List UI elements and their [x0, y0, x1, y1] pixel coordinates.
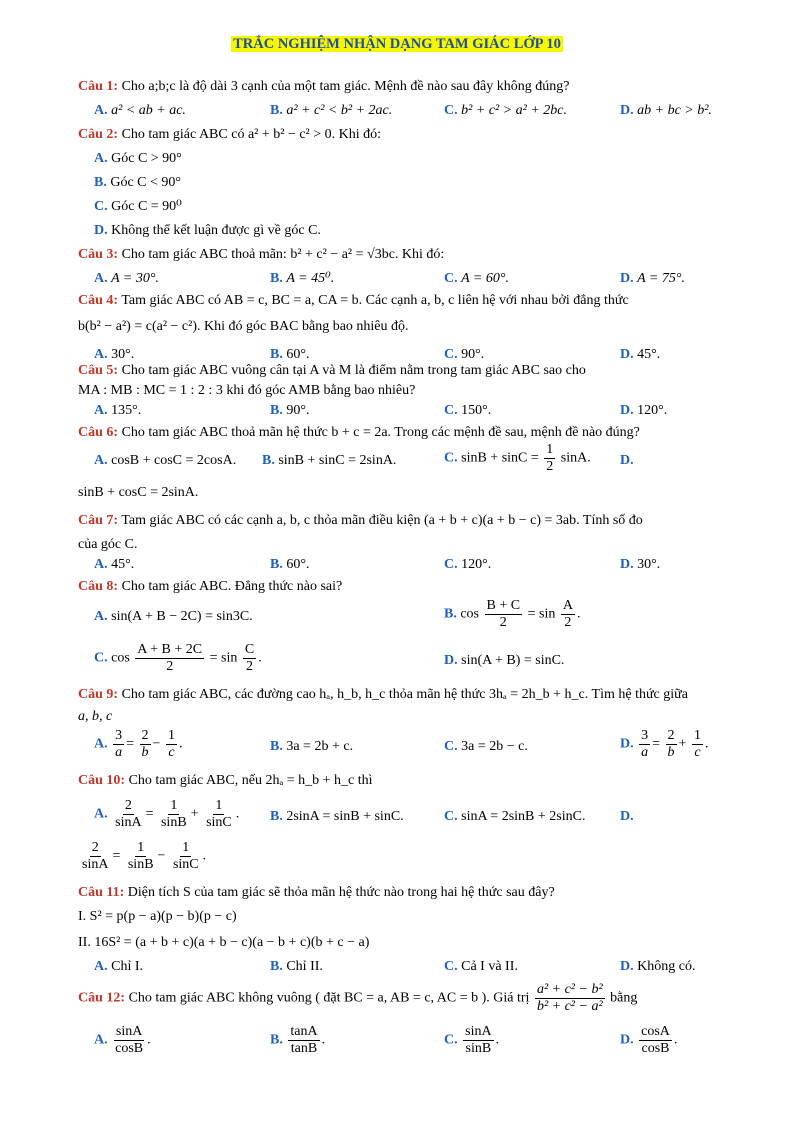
q9-option-c[interactable]: C. 3a = 2b − c. — [444, 739, 528, 754]
fraction: $\frac{\text{a² + c² − b²}}{\text{b² + c² − a²}}$ — [536, 982, 603, 1014]
question-2: Câu 2: Cho tam giác ABC có a² + b² − c² > 0. Khi đó: — [78, 127, 382, 142]
q8-option-d[interactable]: D. sin(A + B) = sinC. — [444, 653, 565, 668]
question-4: Câu 4: Tam giác ABC có AB = c, BC = a, CA = b. Các cạnh a, b, c liên hệ với nhau bởi đẳng thức — [78, 293, 629, 308]
question-5: Câu 5: Cho tam giác ABC vuông cân tại A và M là điểm nằm trong tam giác ABC sao cho — [78, 363, 586, 378]
fraction: $\frac{\sin A}{\cos B}$ — [115, 1024, 144, 1056]
fraction: $\frac{1}{\sin B}$ — [160, 798, 187, 830]
q4-option-d[interactable]: D. 45°. — [620, 347, 661, 362]
q11-statement-ii: II. 16S² = (a + b + c)(a + b − c)(a − b + c)(b + c − a) — [78, 935, 370, 950]
q8-option-c[interactable]: C. cos $\frac{A + B + 2C}{2}$ = sin $\frac{C}{2}$ . — [94, 642, 262, 674]
q4-option-a[interactable]: A. 30°. — [94, 347, 135, 362]
q10-option-b[interactable]: B. 2sinA = sinB + sinC. — [270, 809, 404, 824]
q2-option-b[interactable]: B. Góc C < 90° — [94, 175, 181, 190]
fraction: $\frac{1}{\sin C}$ — [172, 840, 199, 872]
q1-option-d[interactable]: D. ab + bc > b². — [620, 103, 712, 118]
q5-option-c[interactable]: C. 150°. — [444, 403, 492, 418]
q6-option-c[interactable]: C. sinB + sinC = $\frac{1}{2}$ sinA. — [444, 442, 591, 474]
q11-option-a[interactable]: A. Chỉ I. — [94, 959, 144, 974]
q2-option-c[interactable]: C. Góc C = 90⁰ — [94, 199, 182, 214]
q1-option-a[interactable]: A. a² < ab + ac. — [94, 103, 186, 118]
q11-option-c[interactable]: C. Cả I và II. — [444, 959, 518, 974]
fraction: $\frac{1}{\sin B}$ — [127, 840, 154, 872]
q5-option-a[interactable]: A. 135°. — [94, 403, 142, 418]
q9-option-b[interactable]: B. 3a = 2b + c. — [270, 739, 354, 754]
fraction: $\frac{\sin A}{\sin B}$ — [465, 1024, 492, 1056]
q6-option-a[interactable]: A. cosB + cosC = 2cosA. — [94, 453, 237, 468]
q12-option-d[interactable]: D. $\frac{\cos A}{\cos B}$ . — [620, 1024, 678, 1056]
q6-option-b[interactable]: B. sinB + sinC = 2sinA. — [262, 453, 397, 468]
question-4-line-2: b(b² − a²) = c(a² − c²). Khi đó góc BAC bằng bao nhiêu độ. — [78, 319, 409, 334]
fraction: $\frac{2}{b}$ — [667, 728, 675, 760]
fraction: $\frac{C}{2}$ — [244, 642, 255, 674]
q4-option-c[interactable]: C. 90°. — [444, 347, 485, 362]
q8-option-b[interactable]: B. cos $\frac{B + C}{2}$ = sin $\frac{A}{2}$ . — [444, 598, 581, 630]
q7-option-c[interactable]: C. 120°. — [444, 557, 492, 572]
fraction: $\frac{1}{\sin C}$ — [206, 798, 232, 830]
fraction: $\frac{3}{a}$ — [115, 728, 123, 760]
q7-option-b[interactable]: B. 60°. — [270, 557, 310, 572]
fraction: $\frac{A}{2}$ — [562, 598, 573, 630]
q1-option-c[interactable]: C. b² + c² > a² + 2bc. — [444, 103, 567, 118]
question-12: Câu 12: Cho tam giác ABC không vuông ( đặt BC = a, AB = c, AC = b ). Giá trị $\frac{\text{a² + c² − b²}}{\text{b² + c² − a²}}$ bằng — [78, 982, 638, 1014]
fraction: $\frac{\tan A}{\tan B}$ — [290, 1024, 318, 1056]
q12-option-b[interactable]: B. $\frac{\tan A}{\tan B}$ . — [270, 1024, 326, 1056]
q1-option-b[interactable]: B. a² + c² < b² + 2ac. — [270, 103, 393, 118]
page-title: TRẮC NGHIỆM NHẬN DẠNG TAM GIÁC LỚP 10 — [233, 36, 561, 52]
q7-option-a[interactable]: A. 45°. — [94, 557, 135, 572]
q9-option-d[interactable]: D. $\frac{3}{a}$ = $\frac{2}{b}$ + $\frac{1}{c}$ . — [620, 728, 709, 760]
question-11: Câu 11: Diện tích S của tam giác sẽ thỏa mãn hệ thức nào trong hai hệ thức sau đây? — [78, 885, 555, 900]
question-8: Câu 8: Cho tam giác ABC. Đẳng thức nào sai? — [78, 579, 343, 594]
q10-option-a[interactable]: A. $\frac{2}{\sin A}$ = $\frac{1}{\sin B}$ + $\frac{1}{\sin C}$ . — [94, 798, 240, 830]
q5-option-d[interactable]: D. 120°. — [620, 403, 668, 418]
q9-option-a[interactable]: A. $\frac{3}{a}$ = $\frac{2}{b}$ − $\frac{1}{c}$ . — [94, 728, 183, 760]
q11-statement-i: I. S² = p(p − a)(p − b)(p − c) — [78, 909, 237, 924]
question-9: Câu 9: Cho tam giác ABC, các đường cao hₐ, h_b, h_c thỏa mãn hệ thức 3hₐ = 2h_b + h_c. Tìm hệ thức giữa — [78, 687, 688, 702]
question-5-line-2: MA : MB : MC = 1 : 2 : 3 khi đó góc AMB bằng bao nhiêu? — [78, 383, 416, 398]
question-6: Câu 6: Cho tam giác ABC thoả mãn hệ thức b + c = 2a. Trong các mệnh đề sau, mệnh đề nào đúng? — [78, 425, 640, 440]
fraction: $\frac{A + B + 2C}{2}$ — [137, 642, 203, 674]
q8-option-a[interactable]: A. sin(A + B − 2C) = sin3C. — [94, 609, 253, 624]
fraction: $\frac{1}{c}$ — [167, 728, 175, 760]
q3-option-a[interactable]: A. A = 30°. — [94, 271, 159, 286]
q2-option-d[interactable]: D. Không thể kết luận được gì về góc C. — [94, 223, 321, 238]
question-7: Câu 7: Tam giác ABC có các cạnh a, b, c thỏa mãn điều kiện (a + b + c)(a + b − c) = 3ab. Tính số đo — [78, 513, 643, 528]
question-9-line-2: a, b, c — [78, 709, 113, 724]
q3-option-b[interactable]: B. A = 45⁰. — [270, 271, 335, 286]
fraction: $\frac{\cos A}{\cos B}$ — [641, 1024, 670, 1056]
q12-option-a[interactable]: A. $\frac{\sin A}{\cos B}$ . — [94, 1024, 151, 1056]
fraction: $\frac{2}{\sin A}$ — [115, 798, 142, 830]
q10-option-d[interactable]: $\frac{2}{\sin A}$ = $\frac{1}{\sin B}$ − $\frac{1}{\sin C}$ . — [82, 840, 207, 872]
question-7-line-2: của góc C. — [78, 537, 138, 552]
q10-option-c[interactable]: C. sinA = 2sinB + 2sinC. — [444, 809, 586, 824]
q2-option-a[interactable]: A. Góc C > 90° — [94, 151, 182, 166]
question-3: Câu 3: Cho tam giác ABC thoả mãn: b² + c² − a² = √3bc. Khi đó: — [78, 247, 445, 262]
fraction: $\frac{B + C}{2}$ — [486, 598, 521, 630]
fraction: $\frac{3}{a}$ — [641, 728, 649, 760]
q11-option-d[interactable]: D. Không có. — [620, 959, 696, 974]
q6-option-d-label[interactable]: D. — [620, 453, 634, 468]
q12-option-c[interactable]: C. $\frac{\sin A}{\sin B}$ . — [444, 1024, 500, 1056]
q4-option-b[interactable]: B. 60°. — [270, 347, 310, 362]
q3-option-c[interactable]: C. A = 60°. — [444, 271, 509, 286]
q10-option-d-label[interactable]: D. — [620, 809, 634, 824]
question-1: Câu 1: Cho a;b;c là độ dài 3 cạnh của một tam giác. Mệnh đề nào sau đây không đúng? — [78, 79, 570, 94]
fraction: $\frac{1}{2}$ — [546, 442, 554, 474]
q7-option-d[interactable]: D. 30°. — [620, 557, 661, 572]
question-10: Câu 10: Cho tam giác ABC, nếu 2hₐ = h_b + h_c thì — [78, 773, 373, 788]
q3-option-d[interactable]: D. A = 75°. — [620, 271, 685, 286]
fraction: $\frac{2}{\sin A}$ — [82, 840, 109, 872]
q11-option-b[interactable]: B. Chỉ II. — [270, 959, 323, 974]
q5-option-b[interactable]: B. 90°. — [270, 403, 310, 418]
fraction: $\frac{1}{c}$ — [693, 728, 701, 760]
q6-option-d[interactable]: sinB + cosC = 2sinA. — [78, 485, 199, 500]
fraction: $\frac{2}{b}$ — [141, 728, 149, 760]
